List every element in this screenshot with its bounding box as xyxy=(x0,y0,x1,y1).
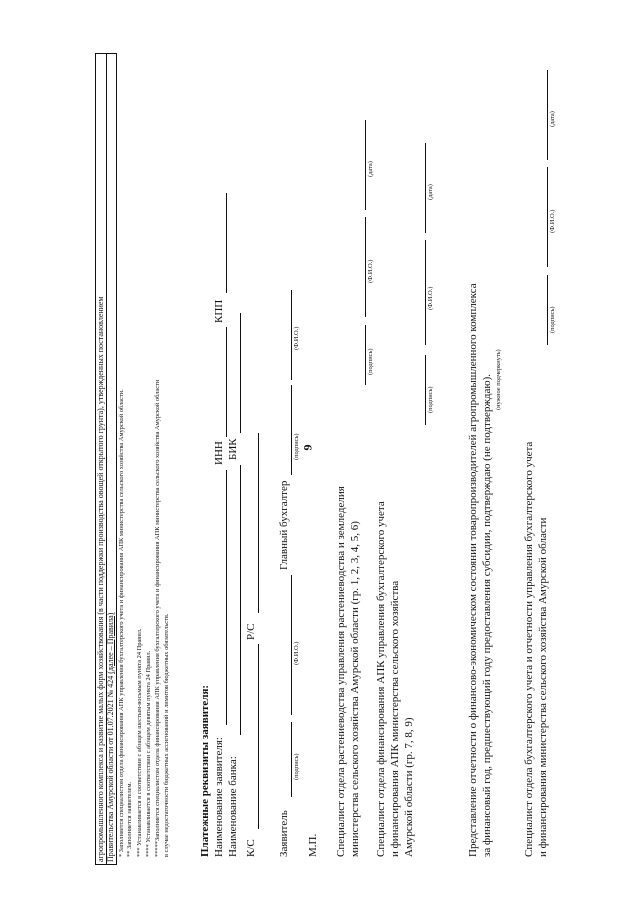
spec3-date-caption: (дата) xyxy=(549,111,556,127)
kpp-line xyxy=(226,193,227,293)
spec2-signature-line xyxy=(425,355,426,425)
spec1-podpis-caption: (подпись) xyxy=(367,348,374,375)
bank-name-label: Наименование банка: xyxy=(227,756,239,857)
specialist1-line2: министерства сельского хозяйства Амурской области (гр. 1, 2, 3, 4, 5, 6) xyxy=(349,521,361,857)
specialist3-line2: и финансирования министерства сельского хозяйства Амурской области xyxy=(537,517,549,857)
chief-fio-caption: (Ф.И.О.) xyxy=(293,326,300,350)
rotated-document xyxy=(95,35,615,865)
spec2-fio-caption: (Ф.И.О.) xyxy=(427,286,434,310)
report-note: (нужное подчеркнуть) xyxy=(495,349,502,410)
applicant-podpis-caption: (подпись) xyxy=(293,753,300,780)
report-line1: Представление отчетности о финансово-экономическом состоянии товаропроизводителей агропромышленного комплекса xyxy=(467,283,479,857)
bank-name-line xyxy=(240,465,241,735)
rs-line xyxy=(258,433,259,613)
applicant-signature-line xyxy=(291,722,292,797)
spec2-podpis-caption: (подпись) xyxy=(427,386,434,413)
spec1-date-caption: (дата) xyxy=(367,161,374,177)
chief-fio-line xyxy=(291,290,292,380)
footnote-1: * Заполняется специалистом отдела финансирования АПК управления бухгалтерского учета и финансирования АПК министерства сельского хозяйства Амурской области. xyxy=(118,389,125,857)
chief-podpis-caption: (подпись) xyxy=(293,433,300,460)
spec2-date-line xyxy=(425,143,426,233)
applicant-label: Заявитель xyxy=(278,810,290,857)
specialist2-line3: Амурской области (гр. 7, 8, 9) xyxy=(403,717,415,857)
spec2-date-caption: (дата) xyxy=(427,184,434,200)
requisites-title: Платежные реквизиты заявителя: xyxy=(199,684,211,857)
specialist2-line2: и финансирования АПК министерства сельского хозяйства xyxy=(389,580,401,857)
spec2-fio-line xyxy=(425,240,426,345)
bik-label: БИК xyxy=(227,438,239,460)
stamp-label: М.П. xyxy=(307,833,319,857)
inn-label: ИНН xyxy=(213,441,225,465)
footnote-5: *****Заполняется специалистом отдела финансирования АПК управления бухгалтерского учета и финансирования АПК министерства сельского хозяйства Амурской области xyxy=(154,379,161,857)
report-line2: за финансовый год, предшествующий году предоставления субсидии, подтверждаю (не подтверждаю). xyxy=(481,373,493,857)
bik-line xyxy=(240,313,241,433)
spec3-fio-line xyxy=(547,167,548,267)
spec3-fio-caption: (Ф.И.О.) xyxy=(549,209,556,233)
rs-label: Р/С xyxy=(245,623,257,640)
applicant-fio-caption: (Ф.И.О.) xyxy=(293,641,300,665)
ks-label: К/С xyxy=(245,839,257,857)
header-line-2: Правительства Амурской области от 01.07.2021 № 424 (далее – Правила) xyxy=(106,612,115,862)
page-number: 9 xyxy=(300,444,315,451)
applicant-name-line xyxy=(226,470,227,725)
footnote-6: в случае недостаточности бюджетных ассигнований и лимитов бюджетных обязательств. xyxy=(163,613,170,857)
spec3-podpis-caption: (подпись) xyxy=(549,306,556,333)
spec1-date-line xyxy=(365,120,366,210)
header-line-1: агропромышленного комплекса и развитие малых форм хозяйствования (в части поддержки производства овощей открытого грунта), утвержденных постановлением xyxy=(96,296,105,862)
chief-signature-line xyxy=(291,385,292,475)
specialist2-line1: Специалист отдела финансирования АПК управления бухгалтерского учета xyxy=(375,501,387,857)
specialist3-line1: Специалист отдела бухгалтерского учета и отчетности управления бухгалтерского учета xyxy=(523,441,535,857)
footnote-4: **** Устанавливается в соответствии с абзацем девятым пункта 24 Правил. xyxy=(145,650,152,857)
spec1-fio-line xyxy=(365,217,366,317)
spec1-signature-line xyxy=(365,325,366,385)
header-table xyxy=(95,53,117,865)
applicant-name-label: Наименование заявителя: xyxy=(213,737,225,857)
ks-line xyxy=(258,644,259,829)
specialist1-line1: Специалист отдела растениеводства управления растениеводства и земледелия xyxy=(335,486,347,857)
applicant-fio-line xyxy=(291,575,292,715)
inn-line xyxy=(226,327,227,437)
spec3-signature-line xyxy=(547,275,548,345)
spec3-date-line xyxy=(547,70,548,160)
footnote-3: *** Устанавливается в соответствии с абзацем шестым-восьмым пункта 24 Правил. xyxy=(136,628,143,857)
spec1-fio-caption: (Ф.И.О.) xyxy=(367,259,374,283)
kpp-label: КПП xyxy=(213,299,225,323)
footnote-2: ** Заполняется заявителем. xyxy=(126,781,133,857)
chief-accountant-label: Главный бухгалтер xyxy=(278,480,290,570)
